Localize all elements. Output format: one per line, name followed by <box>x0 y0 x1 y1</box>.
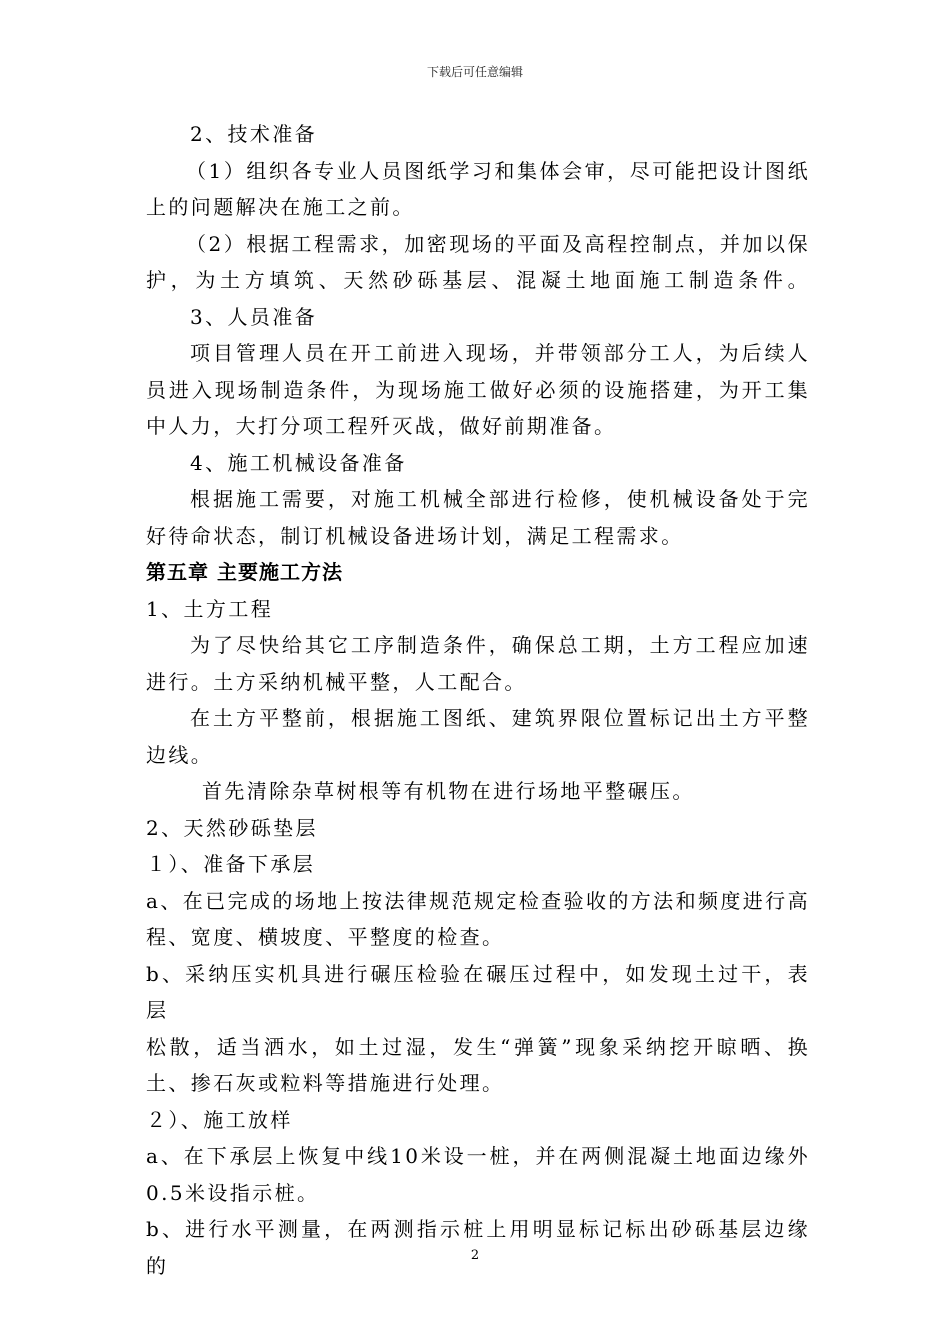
paragraph-line: 上的问题解决在施工之前。 <box>146 195 415 219</box>
document-body <box>146 116 810 1284</box>
paragraph-line: a、在已完成的场地上按法律规范规定检查验收的方法和频度进行高 <box>146 888 810 913</box>
chapter-title: 第五章 主要施工方法 <box>146 560 343 584</box>
paragraph-line: 进行。土方采纳机械平整，人工配合。 <box>146 669 527 694</box>
subsection-heading-setting-out: ２）、施工放样 <box>146 1107 293 1132</box>
paragraph-line: 为了尽快给其它工序制造条件，确保总工期，土方工程应加速 <box>190 633 810 657</box>
page-header: 下载后可任意编辑 <box>426 65 523 79</box>
paragraph-line: 0.5米设指示桩。 <box>146 1180 320 1205</box>
paragraph-line: b、进行水平测量，在两测指示桩上用明显标记标出砂砾基层边缘的 <box>146 1217 810 1278</box>
paragraph-line: a、在下承层上恢复中线10米设一桩，并在两侧混凝土地面边缘外 <box>146 1144 810 1168</box>
paragraph-line: （1）组织各专业人员图纸学习和集体会审，尽可能把设计图纸 <box>186 158 810 183</box>
subsection-heading-prepare-base: １）、准备下承层 <box>146 852 316 876</box>
paragraph-line: 护，为土方填筑、天然砂砾基层、混凝土地面施工制造条件。 <box>146 268 810 292</box>
paragraph-line: b、采纳压实机具进行碾压检验在碾压过程中，如发现土过干，表层 <box>146 961 810 1022</box>
paragraph-line: 土、掺石灰或粒料等措施进行处理。 <box>146 1071 505 1095</box>
paragraph-line: 中人力，大打分项工程歼灭战，做好前期准备。 <box>146 414 617 438</box>
paragraph-line: 首先清除杂草树根等有机物在进行场地平整碾压。 <box>202 779 695 803</box>
paragraph-line: 松散，适当洒水，如土过湿，发生“弹簧”现象采纳挖开晾晒、换 <box>146 1034 810 1059</box>
paragraph-line: 程、宽度、横坡度、平整度的检查。 <box>146 925 505 949</box>
paragraph-line: 项目管理人员在开工前进入现场，并带领部分工人，为后续人 <box>190 341 810 365</box>
section-heading-earthwork: 1、土方工程 <box>146 596 274 621</box>
paragraph-line: 根据施工需要，对施工机械全部进行检修，使机械设备处于完 <box>190 487 810 511</box>
paragraph-line: 在土方平整前，根据施工图纸、建筑界限位置标记出土方平整 <box>190 706 810 730</box>
section-heading-staff-prep: 3、人员准备 <box>190 304 318 329</box>
paragraph-line: 员进入现场制造条件，为现场施工做好必须的设施搭建，为开工集 <box>146 377 810 402</box>
page-number: 2 <box>470 1248 480 1263</box>
section-heading-machinery-prep: 4、施工机械设备准备 <box>190 450 407 475</box>
paragraph-line: 边线。 <box>146 742 214 767</box>
section-heading-gravel-cushion: 2、天然砂砾垫层 <box>146 815 318 840</box>
paragraph-line: 好待命状态，制订机械设备进场计划，满足工程需求。 <box>146 523 684 548</box>
section-heading-tech-prep: 2、技术准备 <box>190 122 318 146</box>
paragraph-line: （2）根据工程需求，加密现场的平面及高程控制点，并加以保 <box>186 231 810 256</box>
